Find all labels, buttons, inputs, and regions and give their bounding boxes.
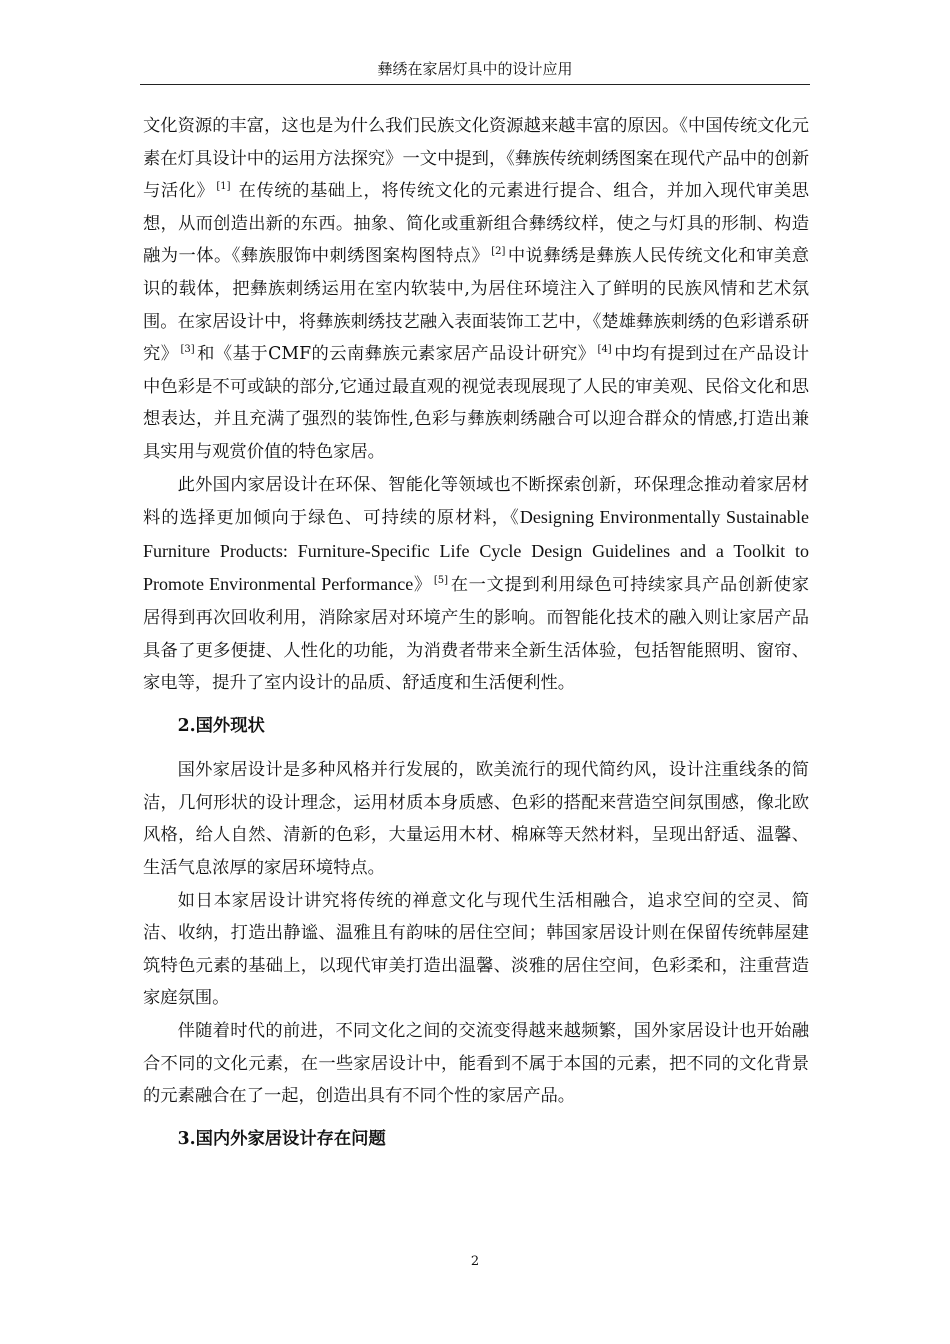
citation-ref: [3] [180, 344, 195, 356]
citation-ref: [5] [433, 575, 449, 587]
text-run: 文化资源的丰富，这也是为什么我们民族文化资源越来越丰富的原因。《中国传统文化元素在灯具设计中的运用方法探究》一文中提到，《彝族传统刺绣图案在现代产品中的创新与活化》 [143, 116, 809, 202]
section-heading-abroad: 2.国外现状 [177, 715, 265, 736]
paragraph-western-styles: 国外家居设计是多种风格并行发展的，欧美流行的现代简约风，设计注重线条的简洁，几何形状的设计理念，运用材质本身质感、色彩的搭配来营造空间氛围感，像北欧风格，给人自然、清新的色彩，大量运用木材、棉麻等天然材料，呈现出舒适、温馨、生活气息浓厚的家居环境特点。 [143, 760, 809, 879]
citation-ref: [4] [597, 344, 612, 356]
text-run: 和《基于CMF的云南彝族元素家居产品设计研究》 [196, 344, 596, 365]
text-run: 中均有提到过在产品设计中色彩是不可或缺的部分,它通过最直观的视觉表现展现了人民的审美观、民俗文化和思想表达，并且充满了强烈的装饰性,色彩与彝族刺绣融合可以迎合群众的情感,打造出兼具实用与观赏价值的特色家居。 [143, 344, 809, 462]
text-run: 在传统的基础上，将传统文化的元素进行提合、组合，并加入现代审美思想，从而创造出新的东西。抽象、简化或重新组合彝绣纹样，使之与灯具的形制、构造融为一体。《彝族服饰中刺绣图案构图特点》 [143, 181, 809, 267]
citation-ref: [1] [216, 181, 231, 193]
text-run: 在一文提到利用绿色可持续家具产品创新使家居得到再次回收利用，消除家居对环境产生的影响。而智能化技术的融入则让家居产品具备了更多便捷、人性化的功能，为消费者带来全新生活体验，包括智能照明、窗帘、家电等，提升了室内设计的品质、舒适度和生活便利性。 [143, 575, 809, 694]
paragraph-eco-smart [143, 469, 809, 700]
section-heading-problems: 3.国内外家居设计存在问题 [177, 1128, 386, 1149]
text-run: 中说彝绣是彝族人民传统文化和审美意识的载体，把彝族刺绣运用在室内软装中,为居住环境注入了鲜明的民族风情和艺术氛围。在家居设计中，将彝族刺绣技艺融入表面装饰工艺中，《楚雄彝族刺绣的色彩谱系研究》 [143, 246, 809, 365]
paragraph-cultural-fusion: 伴随着时代的前进，不同文化之间的交流变得越来越频繁，国外家居设计也开始融合不同的文化元素，在一些家居设计中，能看到不属于本国的元素，把不同的文化背景的元素融合在了一起，创造出具有不同个性的家居产品。 [143, 1021, 809, 1107]
running-header: 彝绣在家居灯具中的设计应用 [377, 60, 573, 78]
header-rule [140, 84, 810, 85]
cited-title-english: Designing Environmentally Sustainable Furniture Products: Furniture-Specific Life Cycle Design Guidelines and a Toolkit to Promote Environmental Performance [143, 507, 809, 595]
paragraph-domestic-culture [143, 110, 809, 469]
text-run: 此外国内家居设计在环保、智能化等领域也不断探索创新，环保理念推动着家居材料的选择更加倾向于绿色、可持续的原材料，《 [143, 474, 809, 529]
text-run: 》 [413, 575, 432, 596]
paragraph-japan-korea: 如日本家居设计讲究将传统的禅意文化与现代生活相融合，追求空间的空灵、简洁、收纳，打造出静谧、温雅且有韵味的居住空间；韩国家居设计则在保留传统韩屋建筑特色元素的基础上，以现代审美打造出温馨、淡雅的居住空间，色彩柔和，注重营造家庭氛围。 [143, 890, 809, 1009]
body-text [143, 110, 809, 1167]
page-number: 2 [470, 1254, 480, 1269]
citation-ref: [2] [491, 246, 506, 258]
